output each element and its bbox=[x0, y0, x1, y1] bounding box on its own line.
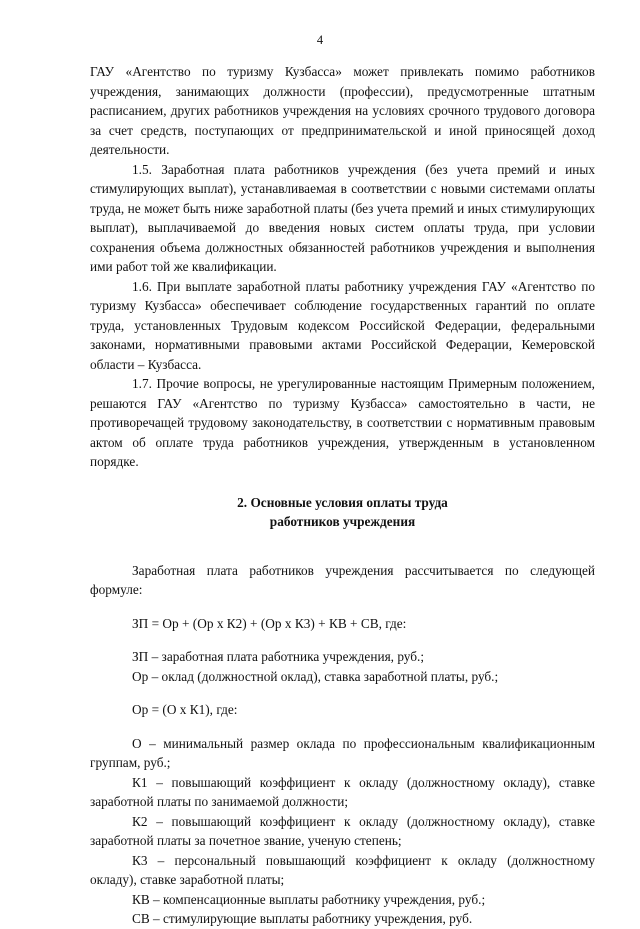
paragraph-1-7: 1.7. Прочие вопросы, не урегулированные настоящим Примерным положением, решаются ГАУ «Агентство по туризму Кузбасса» самостоятельно в части, не противоречащей трудовому законодательству, в соответствии с нормативным правовым актом об оплате труда работников учреждения, утвержденным в установленном порядке. bbox=[90, 376, 595, 469]
definition-zp: ЗП – заработная плата работника учреждения, руб.; bbox=[132, 649, 425, 664]
section-2-heading-line-2: работников учреждения bbox=[269, 514, 416, 529]
definition-k3: К3 – персональный повышающий коэффициент к окладу (должностному окладу), ставке заработной платы; bbox=[90, 852, 595, 887]
page-number: 4 bbox=[316, 33, 324, 47]
section-2-heading-line-1: 2. Основные условия оплаты труда bbox=[237, 494, 448, 510]
definition-k2: К2 – повышающий коэффициент к окладу (должностному окладу), ставке заработной платы за почетное звание, ученую степень; bbox=[90, 813, 595, 848]
definition-k1: К1 – повышающий коэффициент к окладу (должностному окладу), ставке заработной платы по занимаемой должности; bbox=[90, 774, 595, 809]
definition-kv: КВ – компенсационные выплаты работнику учреждения, руб.; bbox=[132, 891, 486, 907]
section-2-heading bbox=[90, 493, 595, 532]
paragraph-1-4-continuation: ГАУ «Агентство по туризму Кузбасса» может привлекать помимо работников учреждения, занимающих должности (профессии), предусмотренные штатным расписанием, других работников учреждения на условиях срочного трудового договора за счет средств, поступающих от предпринимательской и иной приносящей доход деятельности. bbox=[90, 64, 595, 157]
oklad-formula: Ор = (О х К1), где: bbox=[132, 702, 238, 717]
definition-sv: СВ – стимулирующие выплаты работнику учреждения, руб. bbox=[132, 911, 473, 926]
paragraph-1-6: 1.6. При выплате заработной платы работнику учреждения ГАУ «Агентство по туризму Кузбасса» обеспечивает соблюдение государственных гарантий по оплате труда, установленных Трудовым кодексом Российской Федерации, федеральными законами, нормативными правовыми актами Российской Федерации, Кемеровской области – Кузбасса. bbox=[90, 278, 595, 372]
definition-o: О – минимальный размер оклада по профессиональным квалификационным группам, руб.; bbox=[90, 735, 595, 770]
document-body bbox=[90, 62, 595, 929]
definition-or: Ор – оклад (должностной оклад), ставка заработной платы, руб.; bbox=[132, 668, 499, 684]
salary-intro: Заработная плата работников учреждения рассчитывается по следующей формуле: bbox=[90, 562, 595, 597]
paragraph-1-5: 1.5. Заработная плата работников учреждения (без учета премий и иных стимулирующих выплат), устанавливаемая в соответствии с новыми системами оплаты труда, не может быть ниже заработной платы (без учета премий и иных стимулирующих выплат), выплачиваемой до введения новых систем оплаты труда, при условии сохранения объема должностных обязанностей работников учреждения и выполнения ими работ той же квалификации. bbox=[90, 161, 595, 274]
salary-formula: ЗП = Ор + (Ор х К2) + (Ор х К3) + КВ + СВ, где: bbox=[132, 615, 407, 631]
